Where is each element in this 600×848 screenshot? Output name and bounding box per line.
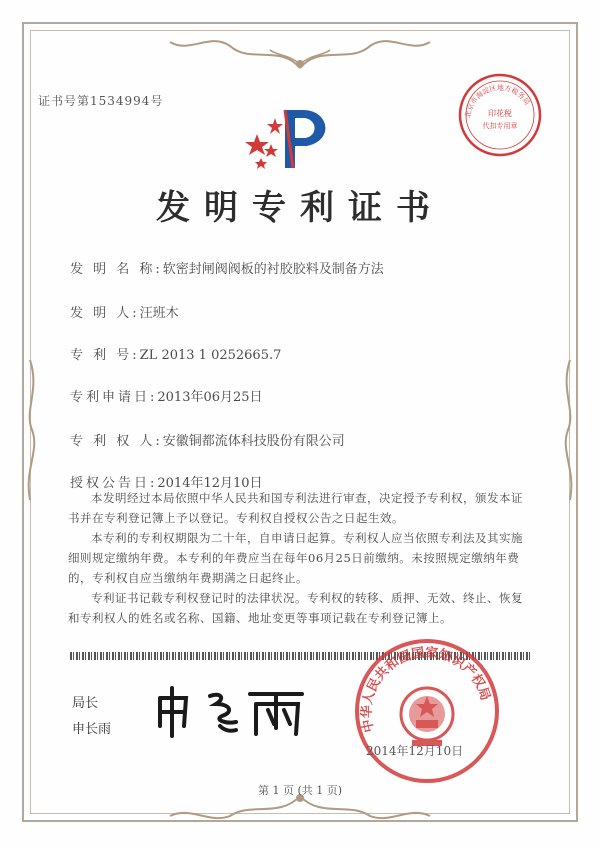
- body-paragraph-1: 本发明经过本局依照中华人民共和国专利法进行审查，决定授予专利权，颁发本证书并在专利登记簿上予以登记。专利权自授权公告之日起生效。: [68, 491, 523, 525]
- patent-number-label: 专 利 号:: [70, 348, 140, 363]
- certificate-body: [68, 488, 530, 628]
- body-paragraph-2: 本专利的专利权期限为二十年，自申请日起算。专利权人应当依照专利法及其实施细则规定缴纳年费。本专利的年费应当在每年06月25日前缴纳。未按照规定缴纳年费的，专利权自应当缴纳年费期满之日起终止。: [68, 531, 523, 585]
- certificate-title: 发明专利证书: [156, 188, 444, 228]
- seal-text: 中华人民共和国国家知识产权局: [359, 645, 493, 734]
- tax-seal-outer-text: 北京市海淀区地方税务局: [463, 83, 532, 119]
- page-number: 第 1 页 (共 1 页): [257, 784, 343, 797]
- official-seal: [352, 636, 502, 786]
- top-ornament: [150, 24, 450, 74]
- right-ornament: [558, 360, 578, 500]
- filing-date-label: 专利申请日:: [70, 390, 158, 405]
- certificate-number: 证书号第1534994号: [38, 94, 164, 108]
- tax-seal-center-2: 代扣专用章: [482, 122, 518, 130]
- signatory-title: 局长: [72, 696, 99, 711]
- invention-name-label: 发 明 名 称:: [70, 262, 163, 277]
- inventor-value: 汪班木: [139, 306, 179, 321]
- signatory-name: 申长雨: [72, 722, 112, 737]
- left-ornament: [22, 360, 42, 500]
- filing-date-value: 2013年06月25日: [157, 390, 263, 405]
- handwritten-signature: [150, 680, 320, 740]
- tax-seal: [455, 70, 545, 160]
- patentee-value: 安徽铜都流体科技股份有限公司: [162, 434, 345, 449]
- grant-date-label: 授权公告日:: [70, 476, 158, 491]
- patentee-field: [70, 430, 345, 449]
- invention-name-field: [70, 258, 384, 277]
- seal-date: 2014年12月10日: [366, 744, 464, 758]
- grant-date-value: 2014年12月10日: [157, 476, 263, 491]
- patent-office-logo-icon: [245, 100, 355, 170]
- inventor-field: [70, 302, 179, 321]
- inventor-label: 发 明 人:: [70, 306, 140, 321]
- patentee-label: 专 利 权 人:: [70, 434, 163, 449]
- invention-name-value: 软密封闸阀阀板的衬胶胶料及制备方法: [162, 262, 384, 277]
- tax-seal-center-1: 印花税: [488, 109, 512, 118]
- national-emblem-icon: [401, 688, 453, 746]
- filing-date-field: [70, 386, 263, 405]
- patent-number-field: [70, 344, 281, 363]
- body-paragraph-3: 专利证书记载专利权登记时的法律状况。专利权的转移、质押、无效、终止、恢复和专利权人的姓名或名称、国籍、地址变更等事项记载在专利登记簿上。: [68, 591, 523, 625]
- patent-number-value: ZL 2013 1 0252665.7: [139, 348, 282, 363]
